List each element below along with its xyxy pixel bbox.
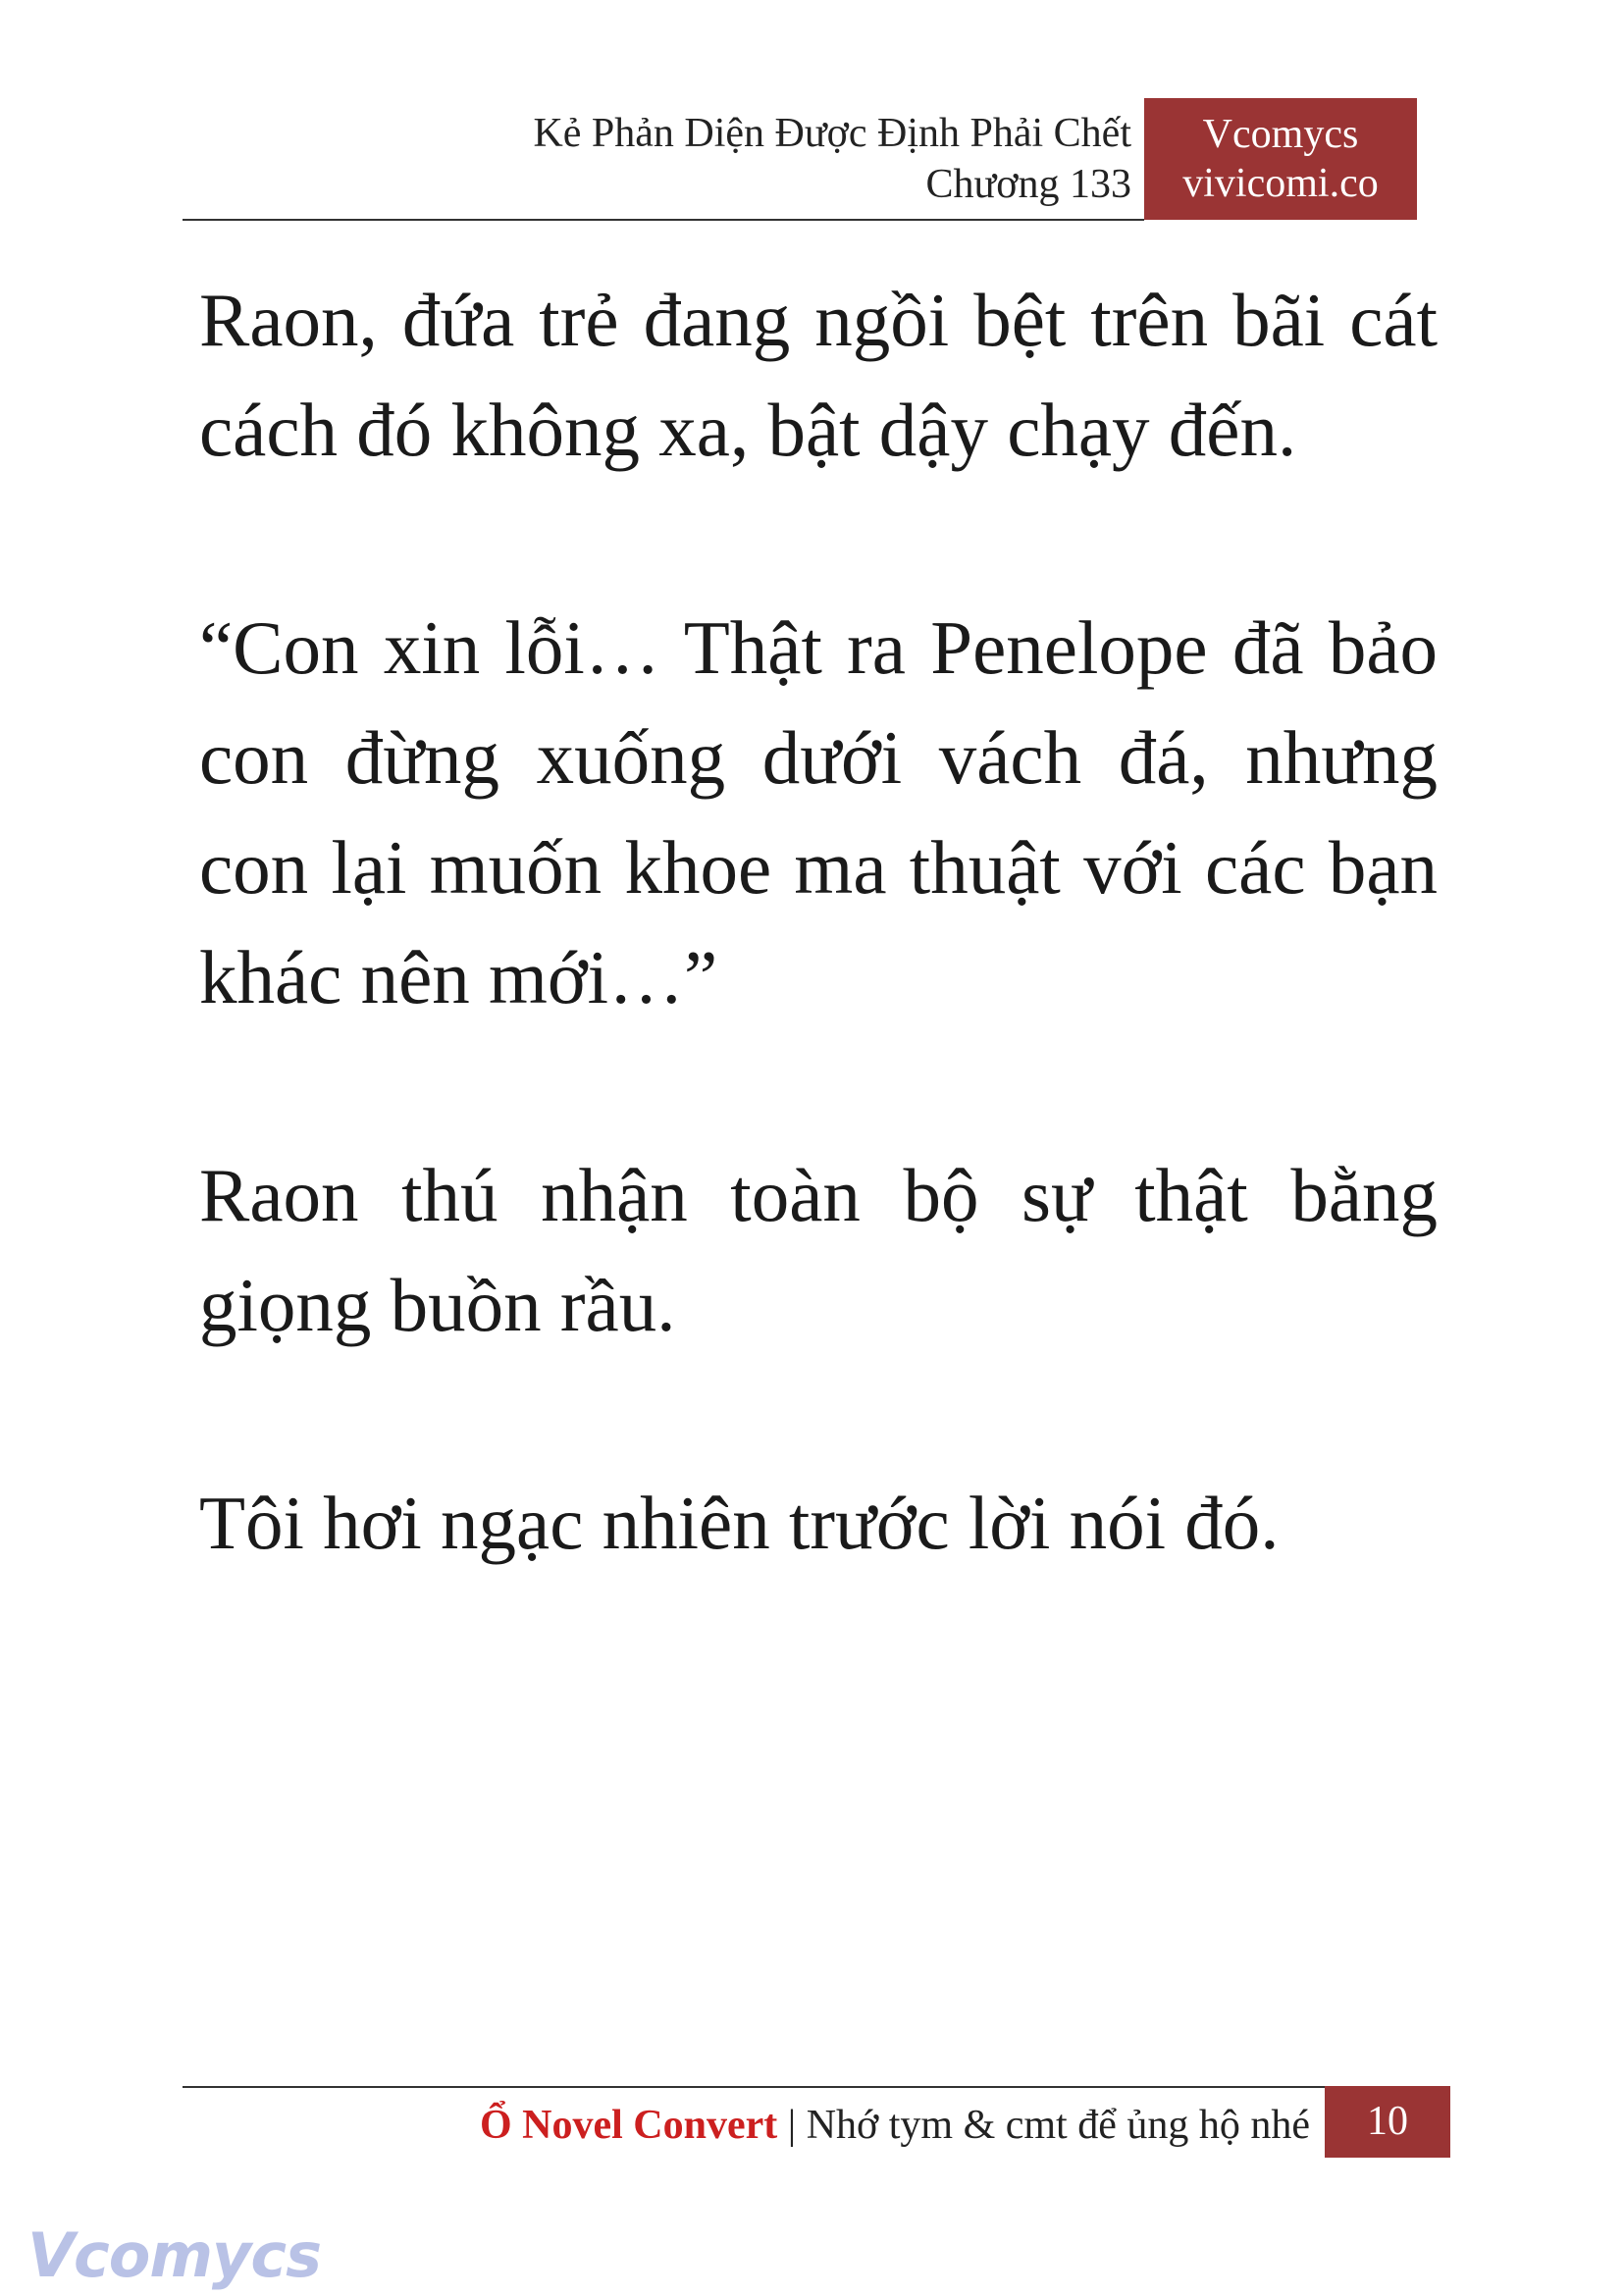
paragraph: “Con xin lỗi… Thật ra Penelope đã bảo con đừng xuống dưới vách đá, nhưng con lại muốn khoe ma thuật với các bạn khác nên mới…” — [199, 605, 1438, 1019]
footer-divider — [183, 2086, 1327, 2088]
chapter-label: Chương 133 — [925, 162, 1131, 207]
header-divider — [183, 219, 1144, 221]
paragraph: Tôi hơi ngạc nhiên trước lời nói đó. — [199, 1481, 1280, 1565]
paragraph: Raon, đứa trẻ đang ngồi bệt trên bãi cát cách đó không xa, bật dậy chạy đến. — [199, 278, 1438, 472]
book-title: Kẻ Phản Diện Được Định Phải Chết — [533, 111, 1131, 156]
running-header — [533, 108, 1131, 210]
page-body — [199, 265, 1438, 1686]
page-number: 10 — [1325, 2086, 1450, 2158]
footer-brand: Ổ Novel Convert — [479, 2103, 778, 2148]
brand-site: vivicomi.co — [1182, 161, 1379, 206]
paragraph: Raon thú nhận toàn bộ sự thật bằng giọng buồn rầu. — [199, 1153, 1438, 1347]
watermark-logo: Vcomycs — [27, 2219, 322, 2291]
brand-name: Vcomycs — [1202, 112, 1359, 157]
footer-note — [480, 2100, 1310, 2151]
footer-message: Nhớ tym & cmt để ủng hộ nhé — [806, 2103, 1310, 2148]
footer-separator: | — [777, 2103, 807, 2148]
brand-badge — [1144, 98, 1417, 220]
